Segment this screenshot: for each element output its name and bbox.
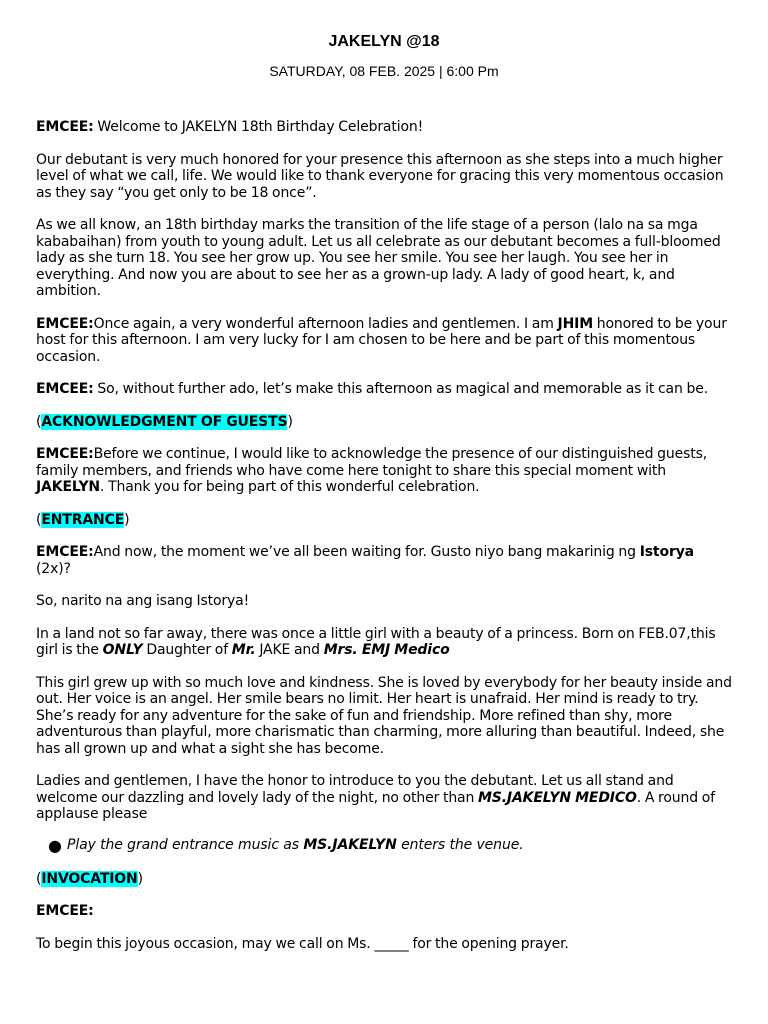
further-ado-paragraph: EMCEE: So, without further ado, let’s make this afternoon as magical and memorable as it can be. [36, 381, 708, 397]
debutant-name: JAKELYN [36, 479, 101, 495]
event-date: SATURDAY, 08 FEB. 2025 | 6:00 Pm [269, 63, 499, 79]
emcee-label: EMCEE: [36, 903, 94, 919]
section-invocation: (INVOCATION) [36, 870, 143, 887]
entrance-instruction [48, 837, 732, 855]
script-body [36, 119, 732, 952]
mr-title: Mr. [231, 642, 256, 658]
section-entrance: (ENTRANCE) [36, 511, 130, 528]
transition-paragraph: As we all know, an 18th birthday marks the transition of the life stage of a person (lalo na sa mga kababaihan) from youth to young adult. Let us all celebrate as our debutant becomes a full-bloomed lady as she turn 18. You see her grow up. You see her smile. You see her laugh. You see her in everything. And now you are about to see her as a grown-up lady. A lady of good heart, k, and ambition. [36, 217, 721, 299]
emcee-label: EMCEE: [36, 315, 94, 332]
debutant-full-name: MS.JAKELYN MEDICO [478, 789, 637, 806]
instruction-name: MS.JAKELYN [303, 836, 397, 853]
opening-prayer-paragraph: To begin this joyous occasion, may we call on Ms. _____ for the opening prayer. [36, 935, 569, 952]
section-acknowledgment: (ACKNOWLEDGMENT OF GUESTS) [36, 413, 293, 430]
istorya-paragraph: So, narito na ang isang Istorya! [36, 593, 250, 609]
emcee-label: EMCEE: [36, 119, 94, 135]
host-name: JHIM [557, 315, 593, 332]
instruction-text: Play the grand entrance music as MS.JAKELYN enters the venue. [67, 836, 524, 853]
moment-paragraph: EMCEE:And now, the moment we’ve all been waiting for. Gusto niyo bang makarinig ng Istorya (2x)? [36, 544, 694, 577]
acknowledgment-paragraph: EMCEE:Before we continue, I would like to acknowledge the presence of our distinguished guests, family members, and friends who have come here tonight to share this special moment with JAKELYN. Thank you for being part of this wonderful celebration. [36, 446, 708, 495]
only-word: ONLY [102, 642, 143, 658]
emcee-label: EMCEE: [36, 544, 94, 560]
debutant-honor-paragraph: Our debutant is very much honored for your presence this afternoon as she steps into a much higher level of what we call, life. We would like to thank everyone for gracing this very momentous occasion as they say “you get only to be 18 once”. [36, 151, 724, 201]
invocation-emcee [36, 903, 732, 920]
introduce-debutant-paragraph: Ladies and gentlemen, I have the honor to introduce to you the debutant. Let us all stand and welcome our dazzling and lovely lady of the night, no other than MS.JAKELYN MEDICO. A round of applause please [36, 773, 715, 822]
host-intro-paragraph: EMCEE:Once again, a very wonderful afternoon ladies and gentlemen. I am JHIM honored to be your host for this afternoon. I am very lucky for I am chosen to be here and be part of this momentous occasion. [36, 315, 727, 365]
welcome-paragraph [36, 119, 732, 136]
emcee-label: EMCEE: [36, 381, 94, 397]
section-heading-entrance: ENTRANCE [41, 511, 125, 528]
story-paragraph: In a land not so far away, there was once a little girl with a beauty of a princess. Born on FEB.07,this girl is the ONLY Daughter of Mr. JAKE and Mrs. EMJ Medico [36, 625, 716, 658]
section-heading-invocation: INVOCATION [41, 870, 138, 887]
mrs-name: Mrs. EMJ Medico [323, 642, 450, 658]
bullet-icon: ● [48, 835, 62, 855]
istorya-word: Istorya [639, 544, 694, 560]
welcome-text: Welcome to JAKELYN 18th Birthday Celebration! [93, 119, 424, 135]
section-heading-acknowledgment: ACKNOWLEDGMENT OF GUESTS [41, 413, 288, 430]
document-title: JAKELYN @18 [328, 33, 440, 50]
emcee-label: EMCEE: [36, 446, 94, 462]
grew-up-paragraph: This girl grew up with so much love and kindness. She is loved by everybody for her beauty inside and out. Her voice is an angel. Her smile bears no limit. Her heart is unafraid. Her mind is ready to try. She’s ready for any adventure for the sake of fun and friendship. More refined than shy, more adventurous than playful, more charismatic than charming, more alluring than beautiful. Indeed, she has all grown up and what a sight she has become. [36, 674, 732, 757]
